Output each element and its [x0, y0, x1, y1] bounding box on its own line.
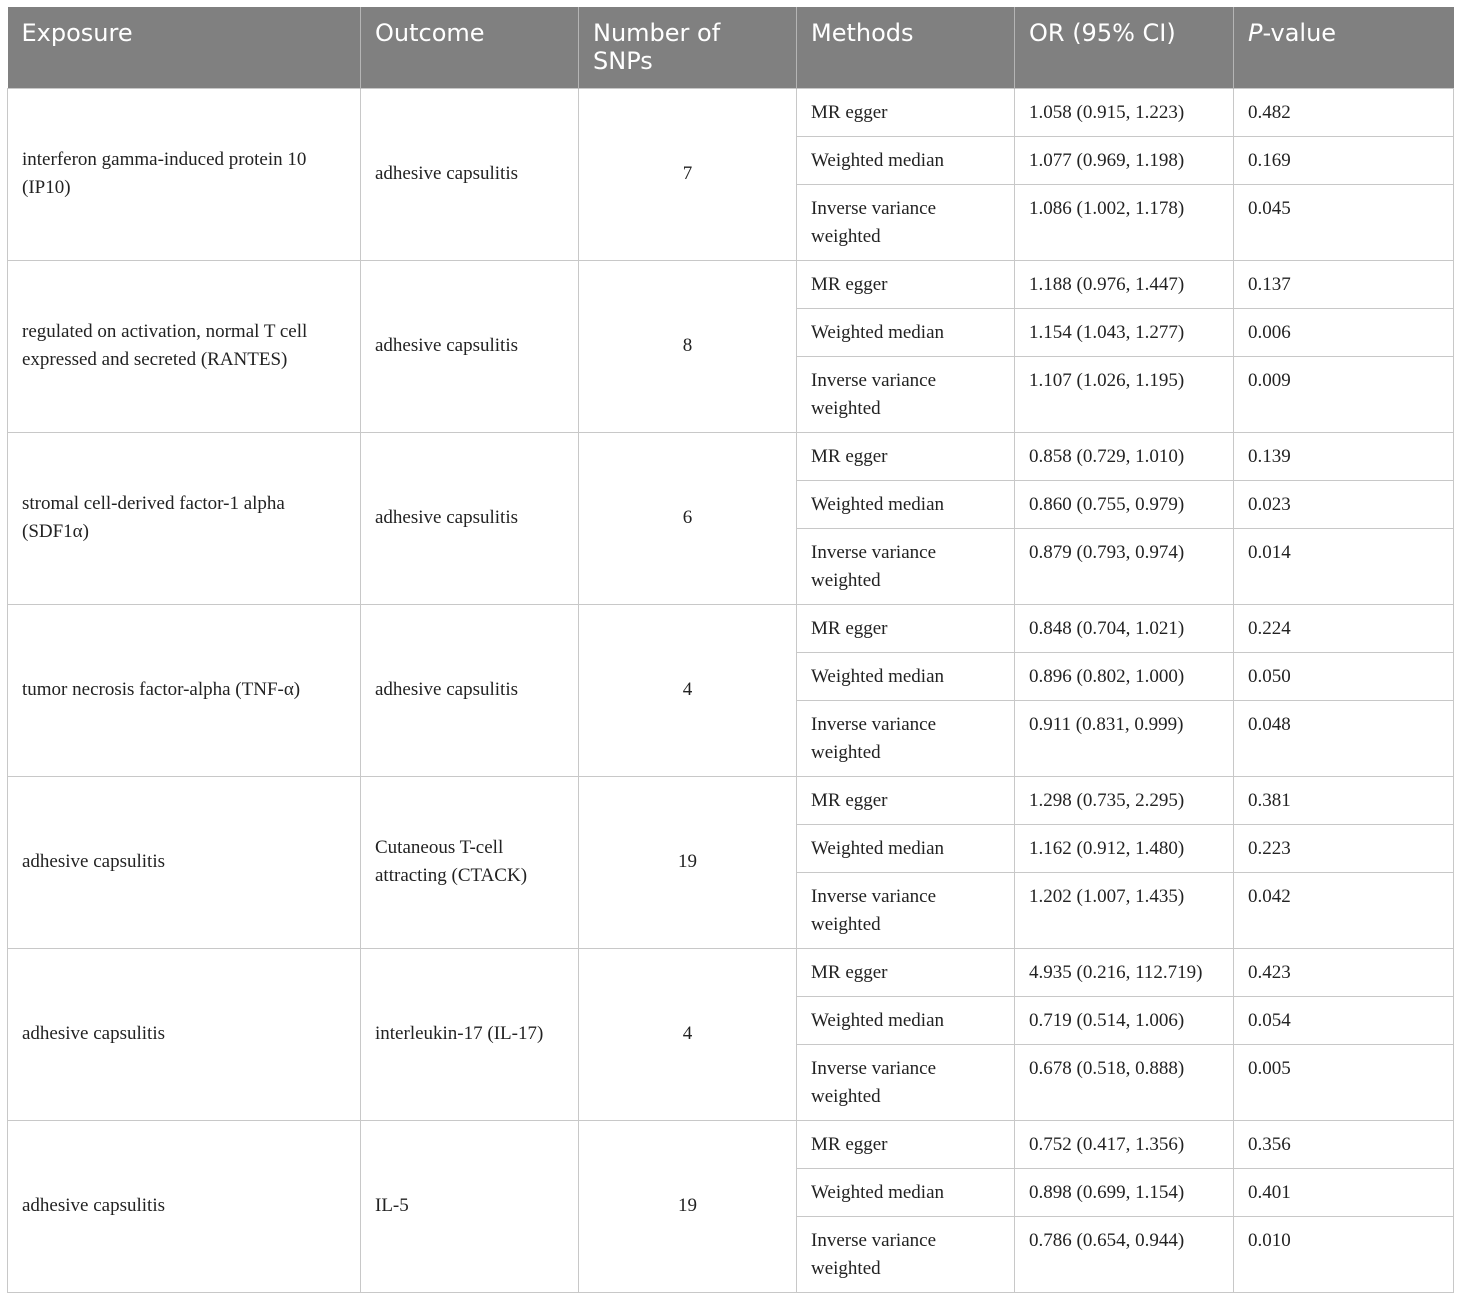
exposure-cell: adhesive capsulitis	[8, 776, 361, 948]
method-cell: Weighted median	[797, 996, 1015, 1044]
outcome-cell: adhesive capsulitis	[361, 88, 579, 260]
table-row	[8, 948, 1454, 996]
p-value-cell: 0.223	[1234, 824, 1454, 872]
p-value-cell: 0.006	[1234, 308, 1454, 356]
p-value-cell: 0.381	[1234, 776, 1454, 824]
snps-cell: 6	[579, 432, 797, 604]
method-cell: MR egger	[797, 260, 1015, 308]
method-cell: MR egger	[797, 432, 1015, 480]
snps-cell: 7	[579, 88, 797, 260]
header-p-italic: P	[1248, 19, 1263, 47]
header-outcome: Outcome	[361, 7, 579, 88]
p-value-cell: 0.224	[1234, 604, 1454, 652]
exposure-cell: interferon gamma-induced protein 10 (IP10)	[8, 88, 361, 260]
or-ci-cell: 1.058 (0.915, 1.223)	[1015, 88, 1234, 136]
table-row	[8, 260, 1454, 308]
exposure-cell: stromal cell-derived factor-1 alpha (SDF1α)	[8, 432, 361, 604]
exposure-cell: adhesive capsulitis	[8, 1120, 361, 1292]
or-ci-cell: 0.678 (0.518, 0.888)	[1015, 1044, 1234, 1120]
exposure-cell: adhesive capsulitis	[8, 948, 361, 1120]
method-cell: Inverse variance weighted	[797, 700, 1015, 776]
p-value-cell: 0.048	[1234, 700, 1454, 776]
snps-cell: 19	[579, 1120, 797, 1292]
method-cell: MR egger	[797, 1120, 1015, 1168]
p-value-cell: 0.045	[1234, 184, 1454, 260]
table-row	[8, 88, 1454, 136]
method-cell: Weighted median	[797, 136, 1015, 184]
header-number-of-snps: Number of SNPs	[579, 7, 797, 88]
or-ci-cell: 1.202 (1.007, 1.435)	[1015, 872, 1234, 948]
method-cell: Weighted median	[797, 308, 1015, 356]
mr-results-table	[7, 7, 1454, 1293]
or-ci-cell: 0.719 (0.514, 1.006)	[1015, 996, 1234, 1044]
outcome-cell: adhesive capsulitis	[361, 604, 579, 776]
or-ci-cell: 1.188 (0.976, 1.447)	[1015, 260, 1234, 308]
p-value-cell: 0.042	[1234, 872, 1454, 948]
p-value-cell: 0.423	[1234, 948, 1454, 996]
or-ci-cell: 0.911 (0.831, 0.999)	[1015, 700, 1234, 776]
p-value-cell: 0.137	[1234, 260, 1454, 308]
method-cell: Inverse variance weighted	[797, 184, 1015, 260]
header-methods: Methods	[797, 7, 1015, 88]
p-value-cell: 0.139	[1234, 432, 1454, 480]
outcome-cell: adhesive capsulitis	[361, 432, 579, 604]
or-ci-cell: 0.786 (0.654, 0.944)	[1015, 1216, 1234, 1292]
or-ci-cell: 0.879 (0.793, 0.974)	[1015, 528, 1234, 604]
p-value-cell: 0.014	[1234, 528, 1454, 604]
header-or-ci: OR (95% CI)	[1015, 7, 1234, 88]
p-value-cell: 0.356	[1234, 1120, 1454, 1168]
snps-cell: 4	[579, 604, 797, 776]
p-value-cell: 0.482	[1234, 88, 1454, 136]
exposure-cell: regulated on activation, normal T cell expressed and secreted (RANTES)	[8, 260, 361, 432]
p-value-cell: 0.005	[1234, 1044, 1454, 1120]
method-cell: MR egger	[797, 88, 1015, 136]
or-ci-cell: 1.086 (1.002, 1.178)	[1015, 184, 1234, 260]
or-ci-cell: 0.752 (0.417, 1.356)	[1015, 1120, 1234, 1168]
table-row	[8, 776, 1454, 824]
table-body	[8, 88, 1454, 1292]
snps-cell: 19	[579, 776, 797, 948]
or-ci-cell: 1.107 (1.026, 1.195)	[1015, 356, 1234, 432]
method-cell: Weighted median	[797, 824, 1015, 872]
p-value-cell: 0.401	[1234, 1168, 1454, 1216]
method-cell: Inverse variance weighted	[797, 1216, 1015, 1292]
results-table-container	[7, 7, 1454, 1293]
table-row	[8, 432, 1454, 480]
or-ci-cell: 1.298 (0.735, 2.295)	[1015, 776, 1234, 824]
header-p-suffix: -value	[1262, 19, 1337, 47]
method-cell: Weighted median	[797, 652, 1015, 700]
method-cell: Weighted median	[797, 480, 1015, 528]
table-row	[8, 1120, 1454, 1168]
or-ci-cell: 0.858 (0.729, 1.010)	[1015, 432, 1234, 480]
method-cell: Inverse variance weighted	[797, 872, 1015, 948]
p-value-cell: 0.169	[1234, 136, 1454, 184]
or-ci-cell: 1.162 (0.912, 1.480)	[1015, 824, 1234, 872]
method-cell: Inverse variance weighted	[797, 528, 1015, 604]
method-cell: MR egger	[797, 604, 1015, 652]
exposure-cell: tumor necrosis factor-alpha (TNF-α)	[8, 604, 361, 776]
method-cell: MR egger	[797, 776, 1015, 824]
method-cell: MR egger	[797, 948, 1015, 996]
p-value-cell: 0.010	[1234, 1216, 1454, 1292]
or-ci-cell: 0.860 (0.755, 0.979)	[1015, 480, 1234, 528]
method-cell: Inverse variance weighted	[797, 356, 1015, 432]
p-value-cell: 0.050	[1234, 652, 1454, 700]
p-value-cell: 0.023	[1234, 480, 1454, 528]
table-row	[8, 604, 1454, 652]
method-cell: Inverse variance weighted	[797, 1044, 1015, 1120]
or-ci-cell: 0.898 (0.699, 1.154)	[1015, 1168, 1234, 1216]
header-row	[8, 7, 1454, 88]
or-ci-cell: 0.848 (0.704, 1.021)	[1015, 604, 1234, 652]
p-value-cell: 0.054	[1234, 996, 1454, 1044]
or-ci-cell: 1.077 (0.969, 1.198)	[1015, 136, 1234, 184]
method-cell: Weighted median	[797, 1168, 1015, 1216]
header-p-value	[1234, 7, 1454, 88]
header-exposure: Exposure	[8, 7, 361, 88]
or-ci-cell: 0.896 (0.802, 1.000)	[1015, 652, 1234, 700]
outcome-cell: IL-5	[361, 1120, 579, 1292]
snps-cell: 4	[579, 948, 797, 1120]
outcome-cell: adhesive capsulitis	[361, 260, 579, 432]
or-ci-cell: 1.154 (1.043, 1.277)	[1015, 308, 1234, 356]
outcome-cell: interleukin-17 (IL-17)	[361, 948, 579, 1120]
or-ci-cell: 4.935 (0.216, 112.719)	[1015, 948, 1234, 996]
snps-cell: 8	[579, 260, 797, 432]
p-value-cell: 0.009	[1234, 356, 1454, 432]
outcome-cell: Cutaneous T-cell attracting (CTACK)	[361, 776, 579, 948]
